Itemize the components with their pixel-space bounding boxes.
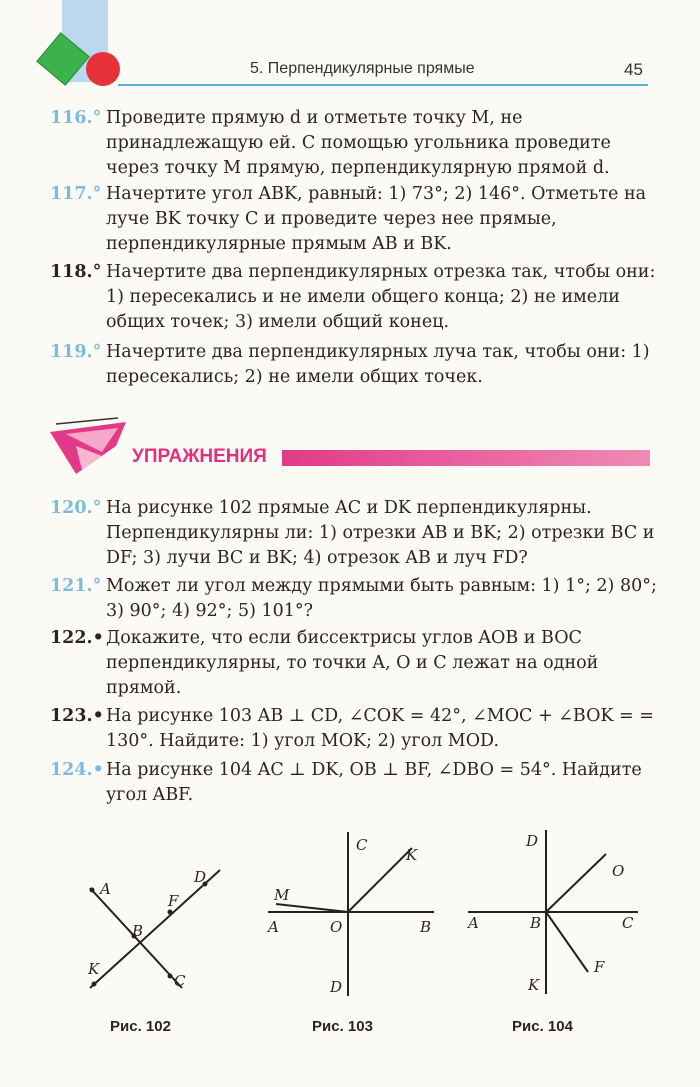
label-C: C	[174, 972, 186, 990]
label-O: O	[612, 862, 625, 880]
task-text: Проведите прямую d и отметьте точку M, не принадлежащую ей. С помощью угольника проведите через точку M прямую, перпендикулярную прямой d.	[106, 108, 611, 178]
task-121	[50, 574, 660, 624]
task-119	[50, 340, 660, 390]
task-text: Начертите два перпендикулярных отрезка так, чтобы они: 1) пересекались и не имели общего конца; 2) не имели общих точек; 3) имели общий конец.	[106, 262, 656, 332]
label-M: M	[274, 886, 290, 904]
task-number: 124.•	[50, 760, 104, 780]
label-K: K	[88, 960, 100, 978]
label-F: F	[168, 892, 179, 910]
task-number: 117.°	[50, 184, 102, 204]
page-number: 45	[624, 60, 643, 79]
task-number: 123.•	[50, 706, 104, 726]
task-116	[50, 106, 660, 181]
task-number: 121.°	[50, 576, 102, 596]
label-C: C	[622, 914, 634, 932]
task-number: 116.°	[50, 108, 102, 128]
figure-102	[70, 860, 230, 1000]
figure-104	[460, 828, 650, 998]
label-F: F	[594, 958, 605, 976]
ruler-triangle-icon	[46, 416, 132, 476]
label-B: B	[420, 918, 432, 936]
task-text: На рисунке 104 AC ⊥ DK, OB ⊥ BF, ∠DBO = 54°. Найдите угол ABF.	[106, 760, 642, 805]
task-117	[50, 182, 660, 257]
caption-fig-102: Рис. 102	[110, 1018, 171, 1035]
task-text: На рисунке 103 AB ⊥ CD, ∠COK = 42°, ∠MOC + ∠BOK = = 130°. Найдите: 1) угол MOK; 2) угол MOD.	[106, 706, 654, 751]
label-D: D	[526, 832, 539, 850]
figure-103	[260, 828, 440, 998]
label-B: B	[530, 914, 542, 932]
task-text: На рисунке 102 прямые AC и DK перпендикулярны. Перпендикулярны ли: 1) отрезки AB и BK; 2) отрезки BC и DF; 3) лучи BC и BK; 4) отрезок AB и луч FD?	[106, 498, 655, 568]
label-D: D	[194, 868, 207, 886]
task-number: 122.•	[50, 628, 104, 648]
header-rule	[118, 84, 648, 86]
task-122	[50, 626, 660, 701]
section-title: УПРАЖНЕНИЯ	[132, 446, 267, 467]
caption-fig-104: Рис. 104	[512, 1018, 573, 1035]
red-circle-logo	[86, 52, 120, 86]
task-text: Докажите, что если биссектрисы углов AOB и BOC перпендикулярны, то точки A, O и C лежат на одной прямой.	[106, 628, 599, 698]
task-124	[50, 758, 660, 808]
section-bar	[282, 450, 650, 466]
task-number: 119.°	[50, 342, 102, 362]
label-K: K	[528, 976, 540, 994]
task-118	[50, 260, 660, 335]
task-123	[50, 704, 660, 754]
task-number: 120.°	[50, 498, 102, 518]
label-O: O	[330, 918, 343, 936]
task-text: Начертите угол ABK, равный: 1) 73°; 2) 146°. Отметьте на луче BK точку C и проведите через нее прямые, перпендикулярные прямым AB и BK.	[106, 184, 647, 254]
label-A: A	[100, 880, 111, 898]
caption-fig-103: Рис. 103	[312, 1018, 373, 1035]
task-120	[50, 496, 660, 571]
label-C: C	[356, 836, 368, 854]
task-number: 118.°	[50, 262, 102, 282]
label-D: D	[330, 978, 343, 996]
label-A: A	[268, 918, 279, 936]
label-A: A	[468, 914, 479, 932]
task-text: Начертите два перпендикулярных луча так, чтобы они: 1) пересекались; 2) не имели общих точек.	[106, 342, 650, 387]
running-head: 5. Перпендикулярные прямые	[250, 60, 475, 77]
label-B: B	[132, 922, 144, 940]
label-K: K	[406, 846, 418, 864]
task-text: Может ли угол между прямыми быть равным: 1) 1°; 2) 80°; 3) 90°; 4) 92°; 5) 101°?	[106, 576, 657, 621]
